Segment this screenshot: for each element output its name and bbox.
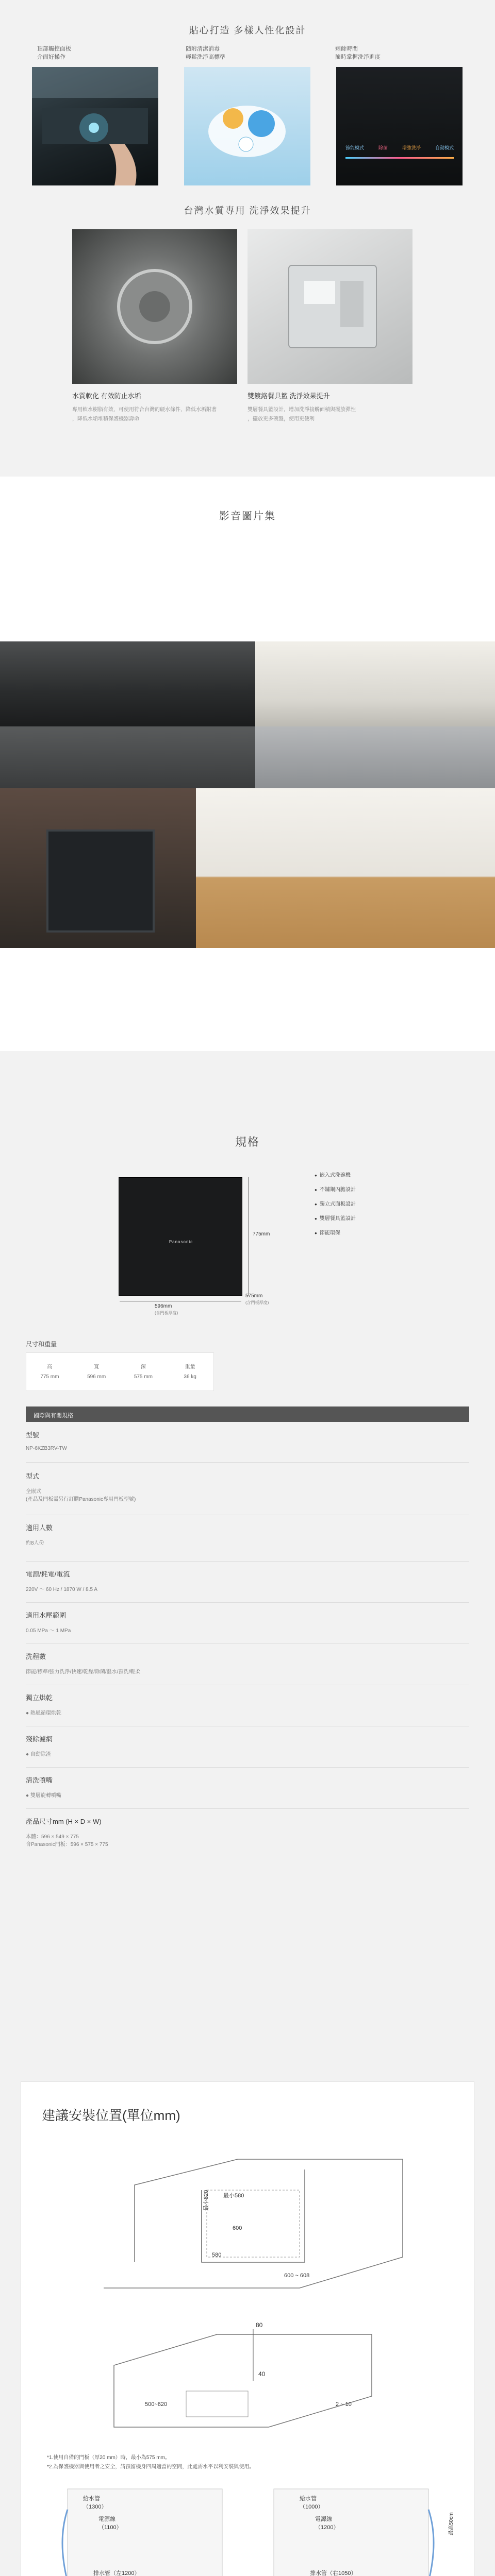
feature-label-1: 頂部觸控面板 介面好操作 bbox=[37, 46, 71, 60]
spec-row-value: 節能/標準/強力洗淨/快速/乾燥/除菌/溫水/預洗/輕柔 bbox=[26, 1669, 141, 1675]
panel-label: 除菌 bbox=[378, 145, 388, 150]
water-caption-body: ，擺放更多碗盤，使用更便利 bbox=[248, 416, 315, 422]
panel-light-bar bbox=[345, 157, 454, 159]
size-cell bbox=[120, 1353, 167, 1391]
panel-labels bbox=[345, 144, 454, 151]
touch-panel-illustration bbox=[32, 67, 158, 185]
install-section bbox=[0, 2071, 495, 2576]
pipe-label: 給水管 （1300） bbox=[83, 2496, 107, 2510]
feature-label-2: 隨附清潔消毒 輕鬆洗淨高標準 bbox=[186, 46, 225, 60]
specs-section bbox=[0, 1051, 495, 2071]
spec-table-header: 國際與有關規格 bbox=[26, 1406, 469, 1422]
install-dim: 600 bbox=[233, 2225, 242, 2231]
install-cabinet-drawing bbox=[83, 2139, 413, 2309]
spec-row-value: ● 熱風循環烘乾 bbox=[26, 1710, 61, 1716]
spec-row bbox=[26, 1471, 469, 1502]
spec-row-label: 洗程數 bbox=[26, 1653, 46, 1660]
install-dim: 580 bbox=[212, 2252, 222, 2258]
pipe-label: 排水管（左1200） bbox=[93, 2570, 140, 2576]
spec-row-value: 0.05 MPa ～ 1 MPa bbox=[26, 1628, 71, 1634]
cleaner-illustration bbox=[184, 67, 310, 185]
spec-row-value: 220V ～ 60 Hz / 1870 W / 8.5 A bbox=[26, 1587, 97, 1592]
specs-title: 規格 bbox=[235, 1136, 260, 1148]
spec-row-value: NP-6KZB3RV-TW bbox=[26, 1446, 67, 1451]
spec-legend-item: ● 獨立式面板設計 bbox=[315, 1199, 356, 1207]
install-floor-drawing bbox=[83, 2319, 413, 2443]
water-header: 台灣水質專用 洗淨效果提升 bbox=[184, 206, 311, 216]
spec-row-value: ● 自動除渣 bbox=[26, 1752, 51, 1757]
size-cell-label: 高 bbox=[47, 1364, 53, 1370]
water-caption-body: 專用軟水樹脂有效，可使用符合台灣的硬水條件，降低水垢附著 bbox=[72, 406, 217, 413]
spec-row-value: 本體：596 × 549 × 775 含Panasonic門板：596 × 575 × 775 bbox=[26, 1834, 108, 1848]
pipe-label: 最高50cm bbox=[449, 2512, 454, 2535]
gallery-photo-open-dishwasher bbox=[0, 788, 196, 948]
panel-label: 增強洗淨 bbox=[402, 145, 421, 150]
gallery-row-3 bbox=[0, 788, 495, 948]
gallery-photo-counter bbox=[0, 726, 255, 788]
detergent-box-photo bbox=[248, 229, 412, 384]
install-dim: 600 ~ 608 bbox=[284, 2273, 310, 2279]
size-cell bbox=[167, 1353, 213, 1391]
water-caption-2 bbox=[248, 392, 412, 423]
feature-header: 貼心打造 多樣人性化設計 bbox=[189, 25, 306, 36]
water-caption-title: 雙鍍鉻餐具籃 洗淨效果提升 bbox=[248, 392, 330, 400]
spec-row-value: 約8人份 bbox=[26, 1540, 44, 1546]
size-cell-value: 775 mm bbox=[40, 1374, 59, 1380]
spec-row-value: ● 雙層旋轉噴嘴 bbox=[26, 1793, 61, 1799]
pipe-label: 電源線 （1200） bbox=[315, 2516, 339, 2531]
install-dim: 最小580 bbox=[223, 2193, 244, 2199]
gallery-photo-kitchen-dark bbox=[0, 641, 255, 726]
spec-legend-item: ● 雙層餐具籃設計 bbox=[315, 1214, 356, 1222]
spec-row-label: 適用人數 bbox=[26, 1524, 53, 1532]
size-cell-label: 重量 bbox=[185, 1364, 195, 1370]
spec-row bbox=[26, 1610, 469, 1634]
water-caption-body: 雙層餐具籃設計，增加洗淨接觸面積與擺放彈性 bbox=[248, 406, 356, 413]
dishwasher-door bbox=[46, 829, 155, 933]
detergent-box-illustration bbox=[248, 229, 412, 384]
spec-row-label: 型式 bbox=[26, 1472, 40, 1480]
install-note: *1.使用自備的門板（厚20 mm）時，最小為575 mm。 bbox=[47, 2455, 170, 2461]
depth-dim-label: 575mm bbox=[245, 1293, 263, 1299]
install-note: *2.為保護機器與使用者之安全，請預留機身四周適當的空間，此處需水平以利安裝與使用。 bbox=[47, 2464, 255, 2470]
time-display-photo bbox=[336, 67, 463, 185]
spec-row bbox=[26, 1569, 469, 1592]
pipe-label: 排水管（右1050） bbox=[310, 2570, 357, 2576]
gallery-row-2 bbox=[0, 726, 495, 788]
divider bbox=[26, 1643, 469, 1644]
install-title: 建議安裝位置(單位mm) bbox=[42, 2108, 180, 2123]
size-cell-label: 寬 bbox=[94, 1364, 100, 1370]
install-dim: 最小820 bbox=[203, 2190, 209, 2211]
product-front-image bbox=[119, 1177, 242, 1296]
gallery-row-1 bbox=[0, 641, 495, 726]
gallery-photo-kitchen-light bbox=[255, 641, 495, 726]
spec-row bbox=[26, 1522, 469, 1546]
install-dim: 500~620 bbox=[145, 2401, 168, 2408]
softener-illustration bbox=[72, 229, 237, 384]
water-softener-photo bbox=[72, 229, 237, 384]
depth-dim-sub: (含門板厚度) bbox=[245, 1300, 269, 1305]
width-dim-label: 596mm bbox=[155, 1303, 172, 1309]
divider bbox=[26, 1561, 469, 1562]
spec-row bbox=[26, 1651, 469, 1675]
spec-legend-item: ● 不鏽鋼內膽設計 bbox=[315, 1185, 356, 1193]
water-caption-title: 水質軟化 有效防止水垢 bbox=[72, 392, 141, 400]
divider bbox=[26, 1462, 469, 1463]
install-dim: 40 bbox=[258, 2370, 266, 2378]
spec-row bbox=[26, 1430, 469, 1451]
spec-legend-item: ● 嵌入式洗碗機 bbox=[315, 1171, 351, 1178]
spec-row bbox=[26, 1692, 469, 1716]
gallery-title: 影音圖片集 bbox=[219, 511, 276, 522]
size-cell-label: 深 bbox=[140, 1364, 146, 1370]
width-dim-sub: (含門板厚度) bbox=[155, 1311, 178, 1315]
divider bbox=[26, 1602, 469, 1603]
size-cell-value: 36 kg bbox=[184, 1374, 196, 1380]
gallery-section bbox=[0, 477, 495, 1051]
water-caption-1 bbox=[72, 392, 237, 423]
touch-panel-photo bbox=[32, 67, 158, 185]
height-dim-label: 775mm bbox=[253, 1231, 270, 1237]
spec-row bbox=[26, 1816, 469, 1848]
size-header: 尺寸和重量 bbox=[26, 1341, 57, 1348]
spec-row-value: 全嵌式 (產品及門板需另行訂購Panasonic專用門板型號) bbox=[26, 1489, 136, 1502]
size-panel bbox=[26, 1352, 214, 1391]
spec-row-label: 殘餘濾網 bbox=[26, 1735, 53, 1743]
panel-label: 自動模式 bbox=[435, 145, 454, 150]
size-cell-value: 596 mm bbox=[87, 1374, 106, 1380]
product-brand-mark: Panasonic bbox=[169, 1240, 193, 1244]
feature-section bbox=[0, 0, 495, 204]
install-dim: 2 ~ 10 bbox=[336, 2401, 352, 2408]
spec-row bbox=[26, 1775, 469, 1799]
gallery-photo-wood-kitchen bbox=[196, 788, 495, 948]
pipe-label: 電源線 （1100） bbox=[98, 2516, 122, 2531]
feature-label-3: 剩餘時間 隨時掌握洗淨進度 bbox=[335, 46, 381, 60]
spec-row-label: 電源/耗電/電流 bbox=[26, 1570, 70, 1578]
install-dim: 80 bbox=[256, 2321, 263, 2329]
install-panel bbox=[21, 2081, 474, 2576]
spec-row-label: 獨立烘乾 bbox=[26, 1694, 53, 1702]
spec-row bbox=[26, 1734, 469, 1757]
spec-row-label: 型號 bbox=[26, 1431, 40, 1439]
size-cell bbox=[73, 1353, 120, 1391]
pipe-label: 給水管 （1000） bbox=[300, 2496, 324, 2510]
spec-row-label: 適用水壓範圍 bbox=[26, 1612, 67, 1619]
panel-label: 節能模式 bbox=[345, 145, 365, 150]
gallery-photo-cabinets bbox=[255, 726, 495, 788]
spec-legend-item: ● 節能環保 bbox=[315, 1228, 340, 1236]
size-cell-value: 575 mm bbox=[134, 1374, 153, 1380]
size-cell bbox=[26, 1353, 73, 1391]
water-section bbox=[0, 204, 495, 477]
divider bbox=[26, 1808, 469, 1809]
spec-row-label: 清洗噴嘴 bbox=[26, 1776, 53, 1784]
cleaner-photo bbox=[184, 67, 310, 185]
divider bbox=[26, 1767, 469, 1768]
spec-row-label: 產品尺寸mm (H × D × W) bbox=[26, 1818, 102, 1825]
water-caption-body: ，降低水垢堆積保護機器壽命 bbox=[72, 416, 139, 422]
